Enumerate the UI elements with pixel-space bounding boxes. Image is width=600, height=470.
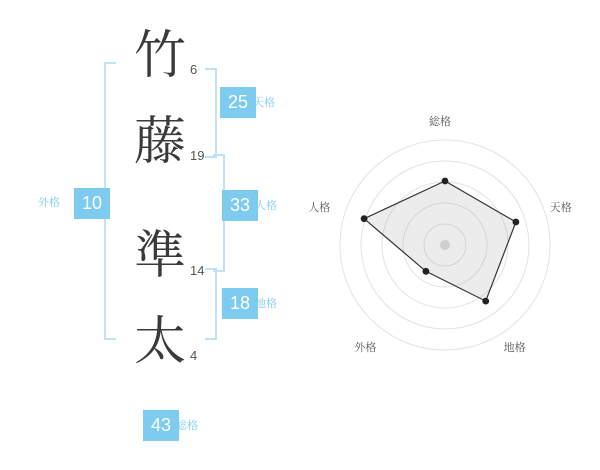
score-chikaku-badge: 18	[222, 288, 258, 319]
score-gekaku-badge: 10	[74, 188, 110, 219]
score-tenkaku-label: 天格	[253, 97, 275, 109]
score-jinkaku-label: 人格	[255, 200, 277, 212]
stroke-count-4: 4	[190, 348, 198, 363]
kanji-char-3: 準	[134, 228, 187, 285]
radar-chart	[305, 110, 585, 380]
axis-label-soukaku: 総格	[429, 116, 451, 128]
score-jinkaku-badge: 33	[222, 190, 258, 221]
score-chikaku-label: 地格	[255, 298, 277, 310]
axis-label-jinkaku: 人格	[308, 202, 331, 215]
kanji-char-1: 竹	[134, 28, 187, 85]
radar-chart-svg	[305, 110, 585, 380]
kanji-char-2: 藤	[134, 114, 187, 171]
score-gekaku-label: 外格	[38, 197, 60, 209]
tenkaku-bracket	[205, 68, 217, 158]
stroke-count-1: 6	[190, 62, 198, 77]
kanji-char-4: 太	[134, 314, 187, 371]
stroke-count-3: 14	[190, 263, 205, 278]
score-soukaku-badge: 43	[143, 410, 179, 441]
axis-label-chikaku: 地格	[503, 342, 526, 355]
stroke-count-2: 19	[190, 148, 205, 163]
score-tenkaku-badge: 25	[220, 87, 256, 118]
axis-label-gekaku: 外格	[354, 342, 377, 355]
score-soukaku-label: 総格	[176, 420, 198, 432]
axis-label-tenkaku: 天格	[549, 202, 572, 215]
chikaku-bracket	[205, 268, 217, 340]
